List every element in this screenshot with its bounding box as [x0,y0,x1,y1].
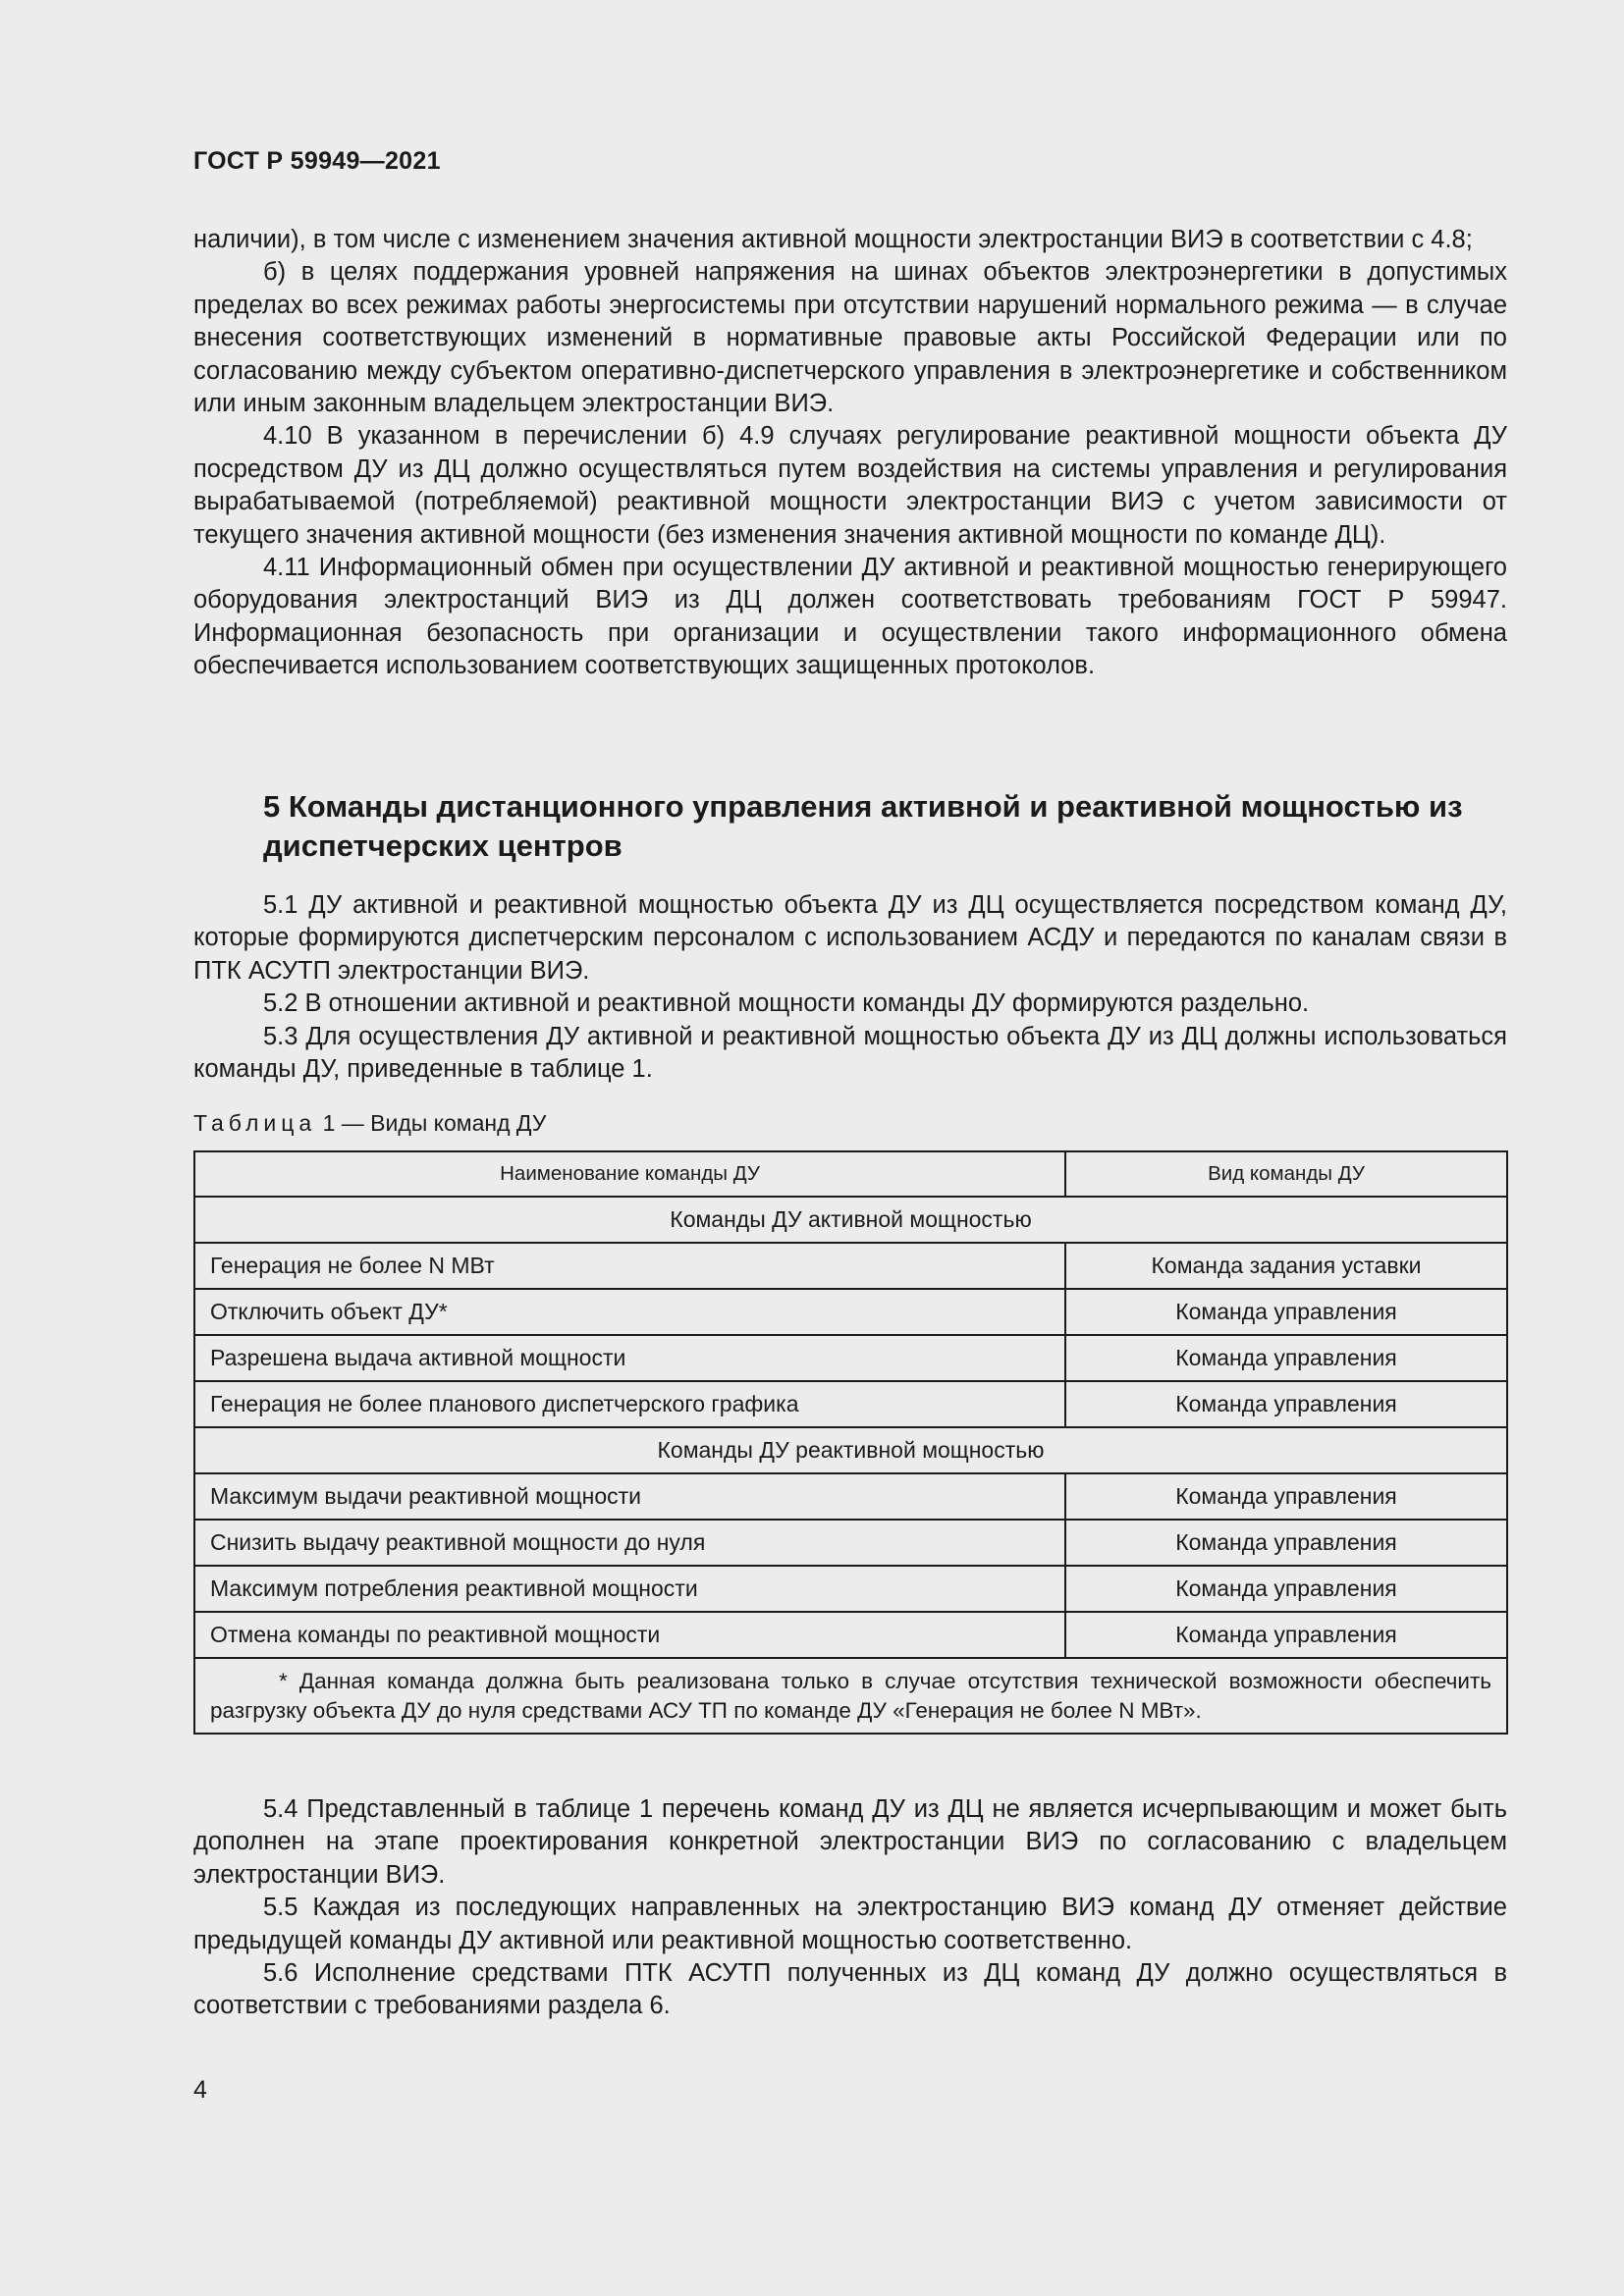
command-name: Максимум потребления реактивной мощности [194,1566,1065,1612]
command-kind: Команда управления [1065,1381,1507,1427]
table-group-row [194,1427,1507,1473]
table-footnote-row [194,1658,1507,1734]
paragraph: 5.2 В отношении активной и реактивной мощности команды ДУ формируются раздельно. [263,989,1310,1018]
body-text-top [193,224,1507,683]
paragraph: 5.4 Представленный в таблице 1 перечень команд ДУ из ДЦ не является исчерпывающим и может быть дополнен на этапе проектирования конкретной электростанции ВИЭ по согласованию с владельцем электростанции ВИЭ. [193,1795,1507,1889]
command-kind: Команда управления [1065,1520,1507,1566]
table-caption-text: 1 — Виды команд ДУ [316,1110,547,1136]
table-caption [193,1110,546,1137]
command-kind: Команда управления [1065,1335,1507,1381]
command-name: Генерация не более N МВт [194,1243,1065,1289]
paragraph: 4.10 В указанном в перечислении б) 4.9 случаях регулирование реактивной мощности объекта ДУ посредством ДУ из ДЦ должно осуществляться путем воздействия на системы управления и регулирования вырабатываемой (потребляемой) реактивной мощности электростанции ВИЭ с учетом зависимости от текущего значения активной мощности (без изменения значения активной мощности по команде ДЦ). [193,422,1507,549]
paragraph: 5.5 Каждая из последующих направленных на электростанцию ВИЭ команд ДУ отменяет действие предыдущей команды ДУ активной или реактивной мощностью соответственно. [193,1894,1507,1954]
table-caption-label: Таблица [193,1110,317,1136]
command-kind: Команда управления [1065,1612,1507,1658]
table-row [194,1381,1507,1427]
command-name: Максимум выдачи реактивной мощности [194,1473,1065,1520]
command-name: Отключить объект ДУ* [194,1289,1065,1335]
paragraph: 5.6 Исполнение средствами ПТК АСУТП полученных из ДЦ команд ДУ должно осуществляться в соответствии с требованиями раздела 6. [193,1959,1507,2020]
table-row [194,1520,1507,1566]
command-kind: Команда управления [1065,1473,1507,1520]
section-title: 5 Команды дистанционного управления активной и реактивной мощностью из диспетчерских центров [263,789,1463,863]
table-row [194,1335,1507,1381]
paragraph: 4.11 Информационный обмен при осуществлении ДУ активной и реактивной мощностью генерирующего оборудования электростанций ВИЭ из ДЦ должен соответствовать требованиям ГОСТ Р 59947. Информационная безопасность при организации и осуществлении такого информационного обмена обеспечивается использованием соответствующих защищенных протоколов. [193,554,1507,680]
paragraph: 5.1 ДУ активной и реактивной мощностью объекта ДУ из ДЦ осуществляется посредством команд ДУ, которые формируются диспетчерским персоналом с использованием АСДУ и передаются по каналам связи в ПТК АСУТП электростанции ВИЭ. [193,891,1507,985]
command-kind: Команда управления [1065,1289,1507,1335]
table-row [194,1289,1507,1335]
table-footnote: * Данная команда должна быть реализована только в случае отсутствия технической возможности обеспечить разгрузку объекта ДУ до нуля средствами АСУ ТП по команде ДУ «Генерация не более N МВт». [194,1658,1507,1734]
command-name: Разрешена выдача активной мощности [194,1335,1065,1381]
table-row [194,1473,1507,1520]
paragraph: б) в целях поддержания уровней напряжения на шинах объектов электроэнергетики в допустимых пределах во всех режимах работы энергосистемы при отсутствии нарушений нормального режима — в случае внесения соответствующих изменений в нормативные правовые акты Российской Федерации или по согласованию между субъектом оперативно-диспетчерского управления в электроэнергетике и собственником или иным законным владельцем электростанции ВИЭ. [193,258,1507,418]
document-header: ГОСТ Р 59949—2021 [193,147,441,175]
command-name: Снизить выдачу реактивной мощности до нуля [194,1520,1065,1566]
table-group-row [194,1197,1507,1243]
group-header-active: Команды ДУ активной мощностью [194,1197,1507,1243]
table-header-row [194,1151,1507,1197]
group-header-reactive: Команды ДУ реактивной мощностью [194,1427,1507,1473]
column-header-kind: Вид команды ДУ [1065,1151,1507,1197]
body-text-mid [193,889,1507,1086]
command-kind: Команда управления [1065,1566,1507,1612]
body-text-bottom [193,1793,1507,2023]
paragraph: 5.3 Для осуществления ДУ активной и реактивной мощностью объекта ДУ из ДЦ должны использоваться команды ДУ, приведенные в таблице 1. [193,1022,1507,1084]
command-name: Генерация не более планового диспетчерского графика [194,1381,1065,1427]
table-row [194,1612,1507,1658]
command-kind: Команда задания уставки [1065,1243,1507,1289]
command-name: Отмена команды по реактивной мощности [194,1612,1065,1658]
table-row [194,1243,1507,1289]
column-header-name: Наименование команды ДУ [194,1151,1065,1197]
table-row [194,1566,1507,1612]
commands-table [193,1150,1508,1735]
page-number: 4 [193,2076,207,2104]
paragraph: наличии), в том числе с изменением значения активной мощности электростанции ВИЭ в соответствии с 4.8; [193,226,1473,253]
